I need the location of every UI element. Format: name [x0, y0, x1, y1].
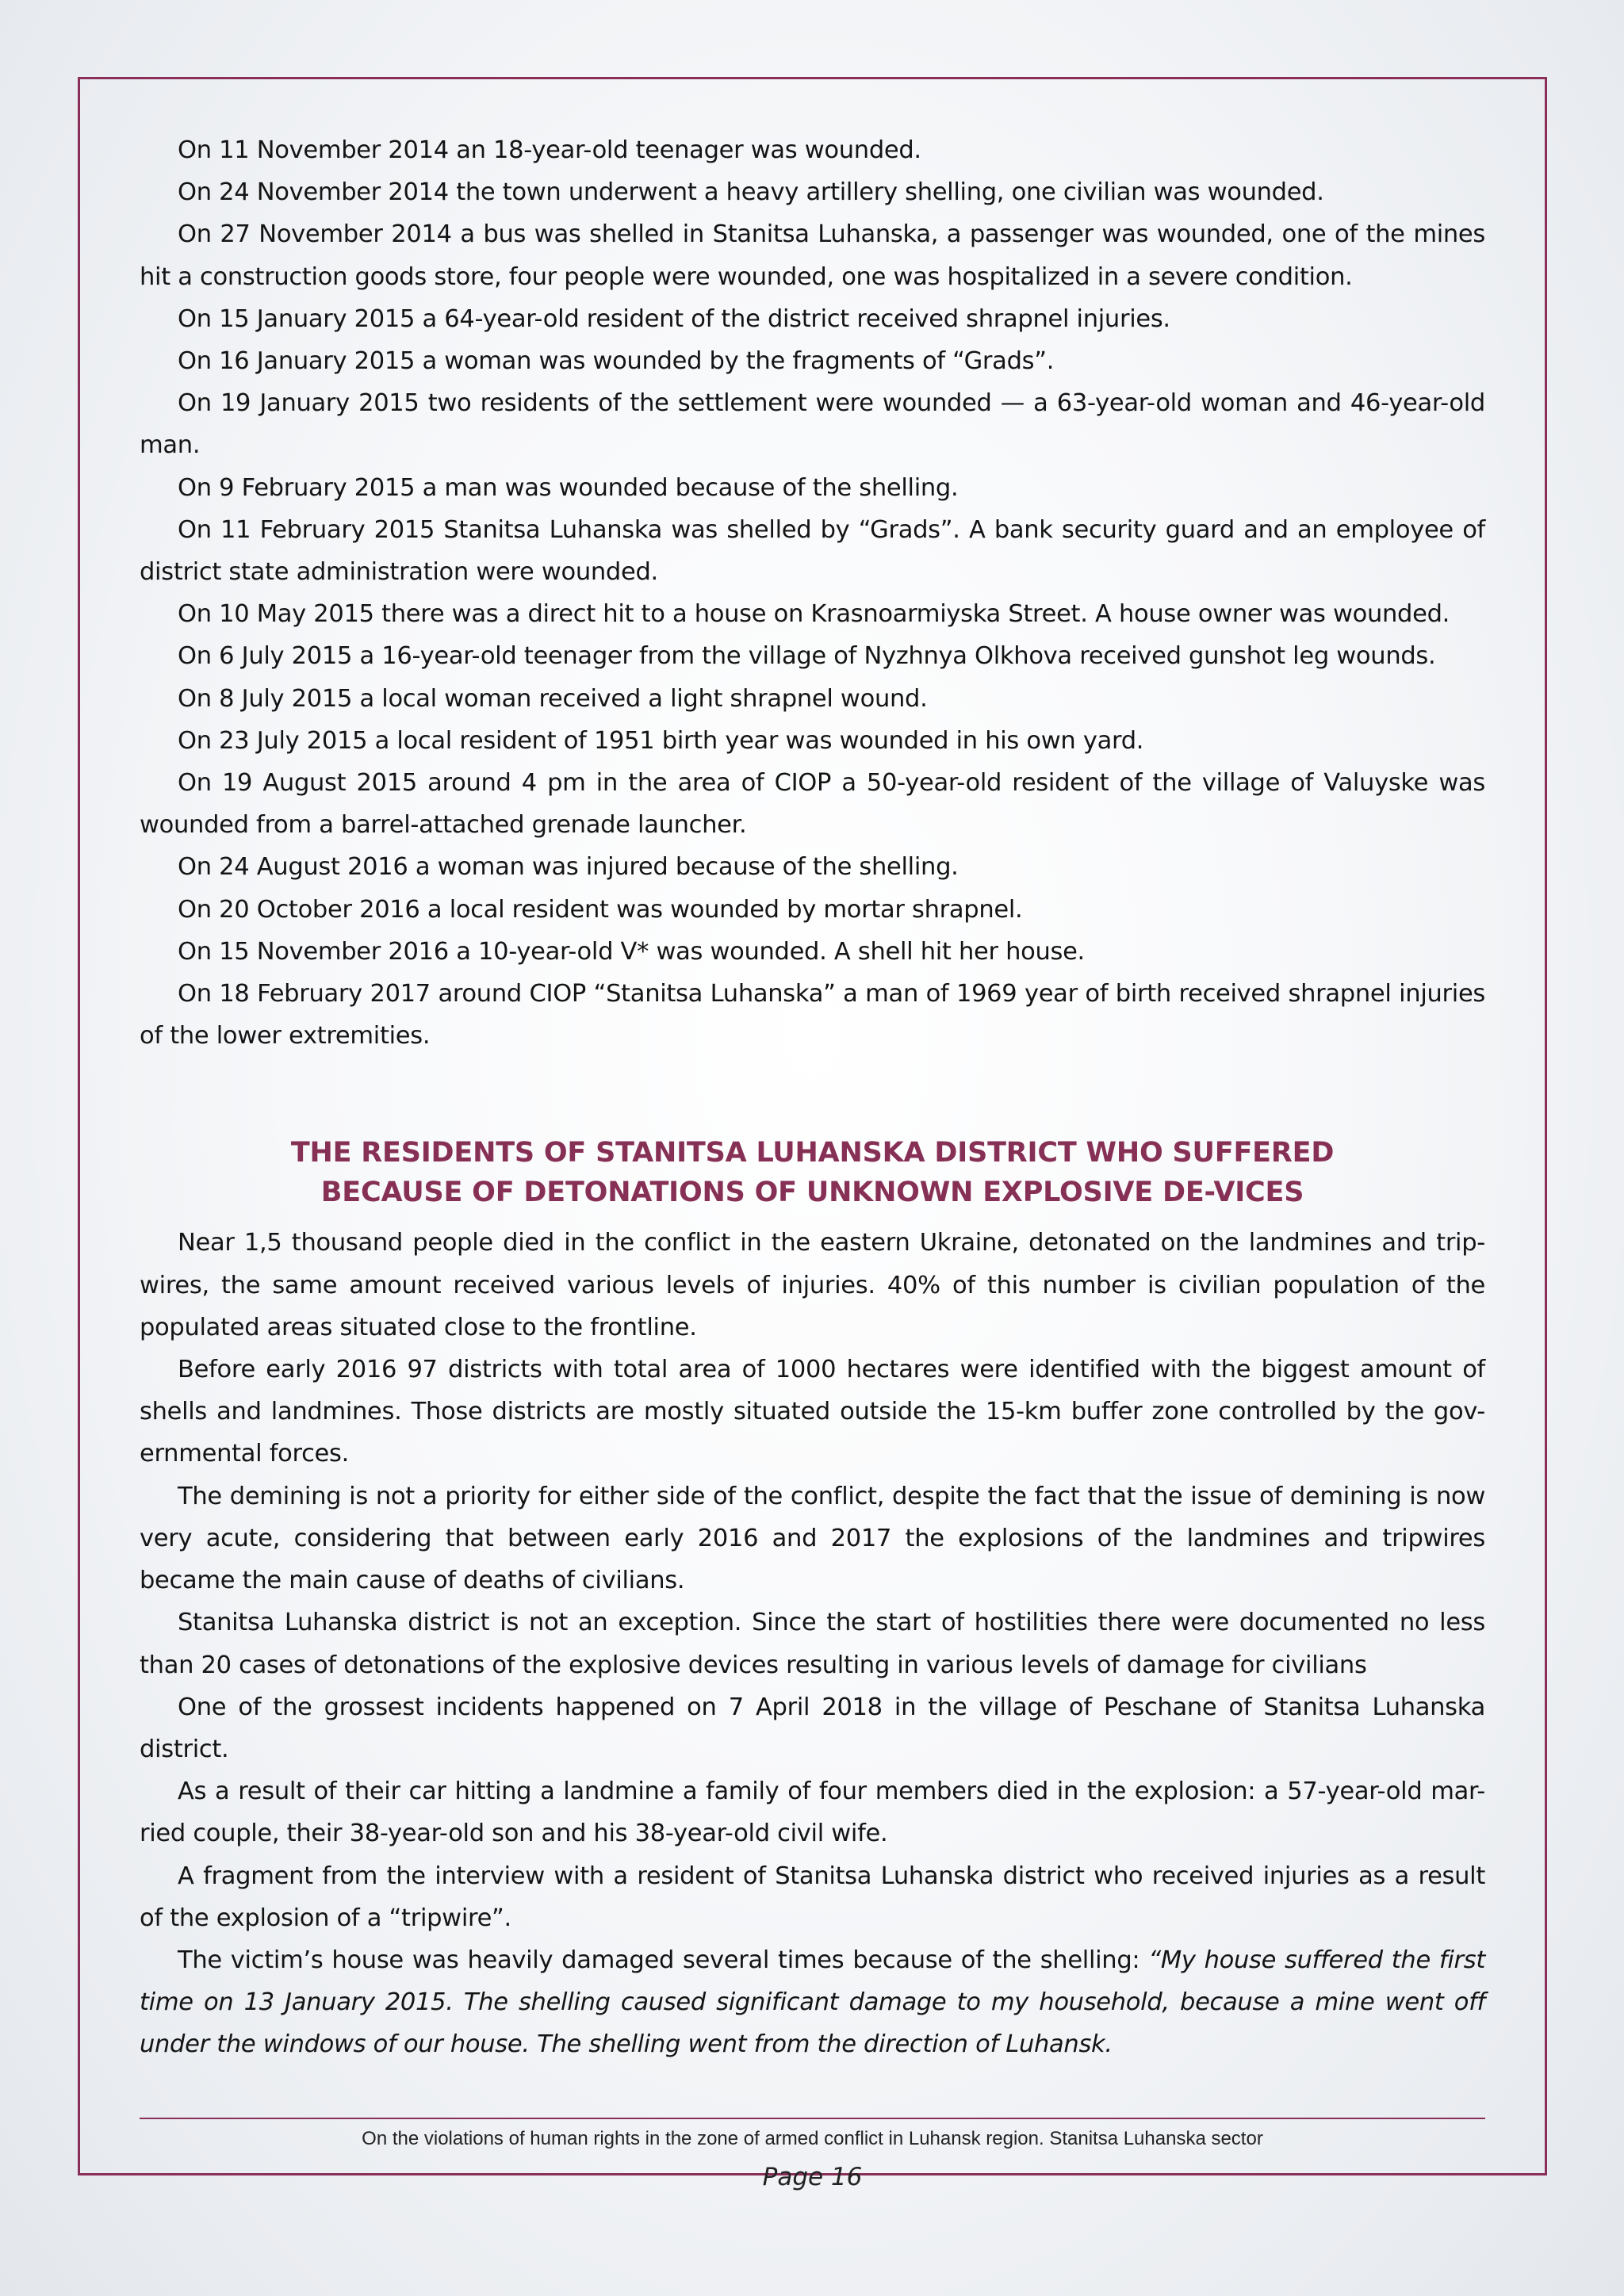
body-paragraph: As a result of their car hitting a landmine a family of four members died in the explosion: a 57-year-old mar-ried couple, their 38-year-old son and his 38-year-old civil wife.: [140, 1777, 1485, 1848]
quote-intro: The victim’s house was heavily damaged several times because of the shelling:: [178, 1946, 1149, 1974]
footer-caption: On the violations of human rights in the zone of armed conflict in Luhansk region. Stanitsa Luhanska sector: [362, 2128, 1263, 2149]
quote-paragraph: [140, 1939, 1485, 2066]
footer-divider: [140, 2118, 1485, 2119]
section-title-line-2: BECAUSE OF DETONATIONS OF UNKNOWN EXPLOSIVE DE-VICES: [320, 1177, 1304, 1209]
incident-paragraph: On 23 July 2015 a local resident of 1951 birth year was wounded in his own yard.: [178, 726, 1144, 755]
section-title: [140, 1133, 1485, 1212]
incident-paragraph: On 11 November 2014 an 18-year-old teenager was wounded.: [178, 136, 921, 164]
incident-paragraph: On 24 August 2016 a woman was injured because of the shelling.: [178, 853, 959, 882]
incident-paragraph: On 19 January 2015 two residents of the settlement were wounded — a 63-year-old woman and 46-year-old man.: [140, 389, 1485, 460]
incident-paragraph: On 16 January 2015 a woman was wounded by the fragments of “Grads”.: [178, 347, 1055, 376]
page-content: [140, 129, 1485, 2066]
incident-list: [140, 129, 1485, 1057]
incident-paragraph: On 27 November 2014 a bus was shelled in Stanitsa Luhanska, a passenger was wounded, one of the mines hit a construction goods store, four people were wounded, one was hospitalized in a severe condition.: [140, 220, 1485, 291]
body-paragraph: Stanitsa Luhanska district is not an exception. Since the start of hostilities there were documented no less than 20 cases of detonations of the explosive devices resulting in various levels of damage for civilians: [140, 1609, 1485, 1679]
incident-paragraph: On 19 August 2015 around 4 pm in the area of CIOP a 50-year-old resident of the village of Valuyske was wounded from a barrel-attached grenade launcher.: [140, 769, 1485, 840]
section-title-spacer: [140, 1212, 1485, 1222]
incident-paragraph: On 8 July 2015 a local woman received a light shrapnel wound.: [178, 684, 928, 713]
section-spacer: [140, 1057, 1485, 1133]
incident-paragraph: On 24 November 2014 the town underwent a heavy artillery shelling, one civilian was wounded.: [178, 178, 1324, 207]
page-number: Page 16: [762, 2163, 863, 2191]
incident-paragraph: On 18 February 2017 around CIOP “Stanitsa Luhanska” a man of 1969 year of birth received shrapnel injuries of the lower extremities.: [140, 980, 1485, 1050]
incident-paragraph: On 9 February 2015 a man was wounded because of the shelling.: [178, 473, 959, 502]
body-paragraph: Before early 2016 97 districts with total area of 1000 hectares were identified with the biggest amount of shells and landmines. Those districts are mostly situated outside the 15-km buffer zone controlled by the gov-ernmental forces.: [140, 1356, 1485, 1468]
incident-paragraph: On 10 May 2015 there was a direct hit to a house on Krasnoarmiyska Street. A house owner was wounded.: [178, 600, 1450, 629]
body-paragraph: One of the grossest incidents happened on 7 April 2018 in the village of Peschane of Stanitsa Luhanska district.: [140, 1693, 1485, 1763]
incident-paragraph: On 20 October 2016 a local resident was wounded by mortar shrapnel.: [178, 895, 1023, 924]
incident-paragraph: On 15 January 2015 a 64-year-old resident of the district received shrapnel injuries.: [178, 304, 1170, 333]
body-paragraph: Near 1,5 thousand people died in the conflict in the eastern Ukraine, detonated on the landmines and trip-wires, the same amount received various levels of injuries. 40% of this number is civilian population of the populated areas situated close to the frontline.: [140, 1229, 1485, 1341]
section-title-line-1: THE RESIDENTS OF STANITSA LUHANSKA DISTRICT WHO SUFFERED: [290, 1137, 1335, 1169]
incident-paragraph: On 6 July 2015 a 16-year-old teenager from the village of Nyzhnya Olkhova received gunshot leg wounds.: [178, 642, 1436, 671]
body-paragraph: The demining is not a priority for either side of the conflict, despite the fact that the issue of demining is now very acute, considering that between early 2016 and 2017 the explosions of the landmines and tripwires became the main cause of deaths of civilians.: [140, 1482, 1485, 1595]
section-body: [140, 1222, 1485, 2065]
body-paragraph: A fragment from the interview with a resident of Stanitsa Luhanska district who received injuries as a result of the explosion of a “tripwire”.: [140, 1862, 1485, 1932]
interview-quote: “My house suffered the first time on 13 January 2015. The shelling caused significant damage to my household, because a mine went off under the windows of our house. The shelling went from the direction of Luhansk.: [140, 1946, 1486, 2059]
incident-paragraph: On 15 November 2016 a 10-year-old V* was wounded. A shell hit her house.: [178, 937, 1085, 966]
incident-paragraph: On 11 February 2015 Stanitsa Luhanska was shelled by “Grads”. A bank security guard and an employee of district state administration were wounded.: [140, 515, 1485, 587]
